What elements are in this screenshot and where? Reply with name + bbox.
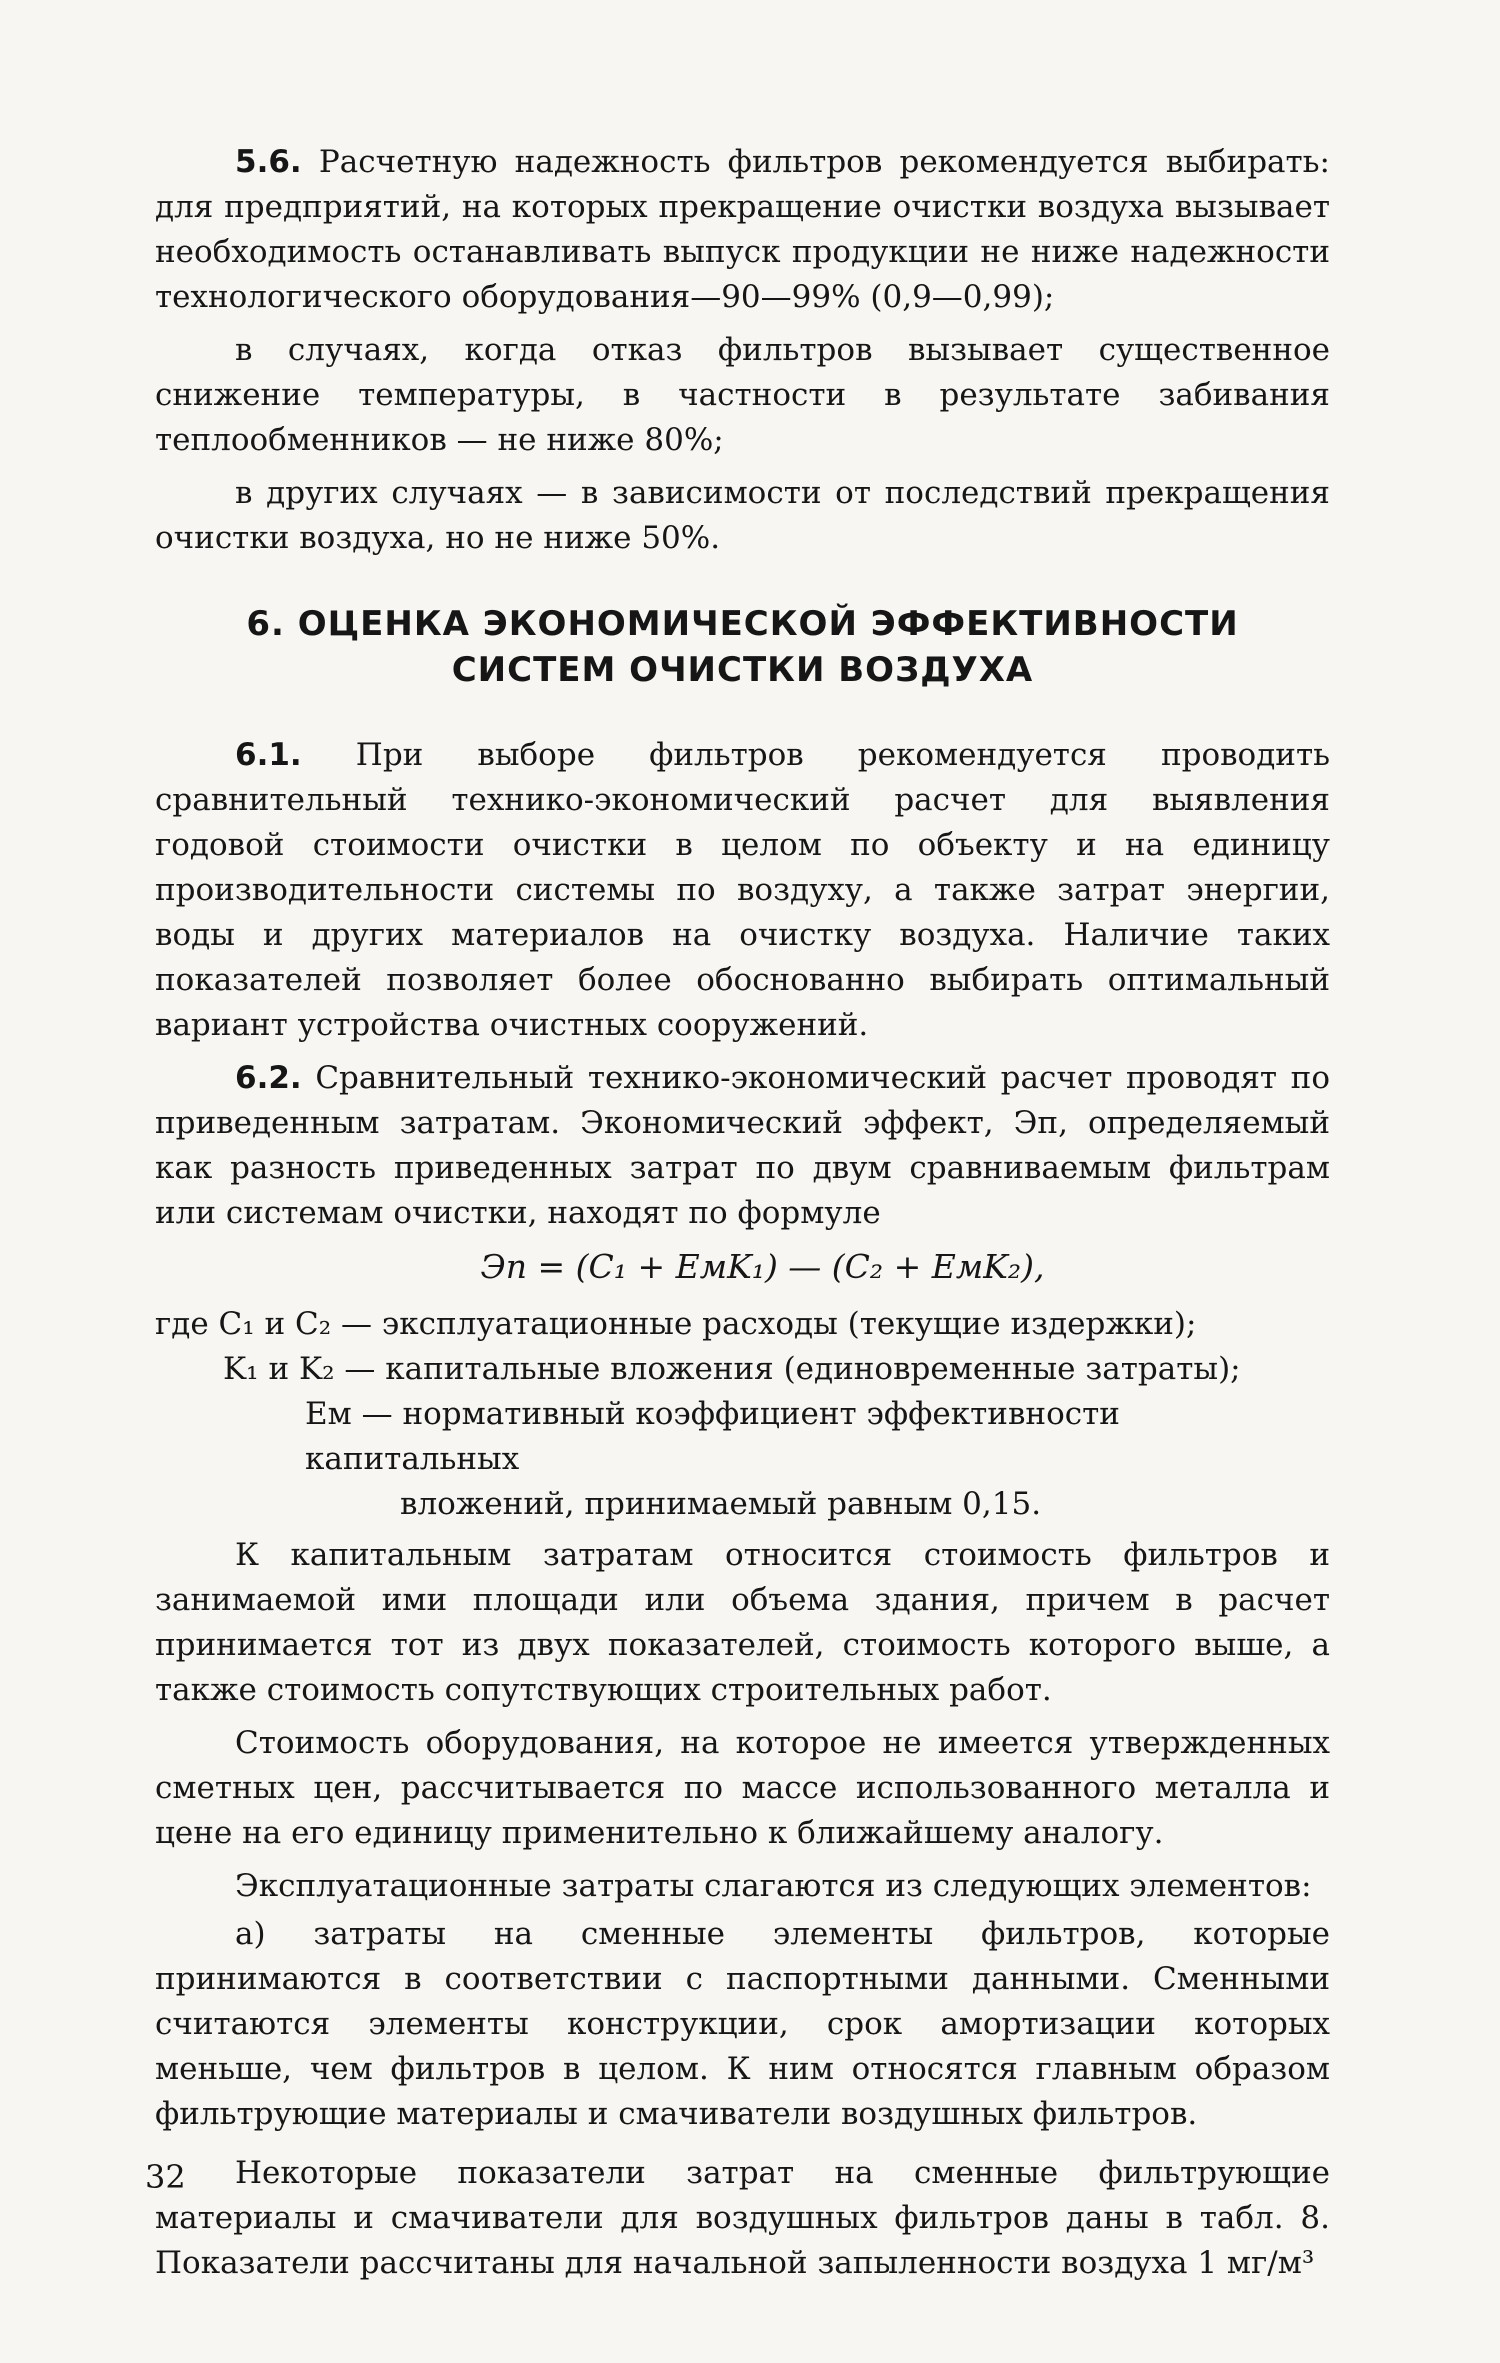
- section-6-1: [155, 733, 1330, 1048]
- definition-em: Eм — нормативный коэффициент эффективности капитальных: [305, 1396, 1120, 1477]
- definition-c: где C₁ и C₂ — эксплуатационные расходы (текущие издержки);: [155, 1306, 1197, 1342]
- economic-effect-formula: Эп = (C₁ + EмK₁) — (C₂ + EмK₂),: [480, 1247, 1045, 1286]
- section-6-2-text: Сравнительный технико-экономический расчет проводят по приведенным затратам. Экономический эффект, Эп, определяемый как разность приведенных затрат по двум сравниваемым фильтрам или системам очистки, находят по формуле: [155, 1060, 1330, 1231]
- section-5-6-intro: [155, 140, 1330, 320]
- page-number: 32: [145, 2158, 186, 2196]
- section-6-2: [155, 1056, 1330, 1236]
- section-6-1-text: При выборе фильтров рекомендуется проводить сравнительный технико-экономический расчет для выявления годовой стоимости очистки в целом по объекту и на единицу производительности системы по воздуху, а также затрат энергии, воды и других материалов на очистку воздуха. Наличие таких показателей позволяет более обоснованно выбирать оптимальный вариант устройства очистных сооружений.: [155, 737, 1331, 1043]
- formula-definitions: [155, 1302, 1330, 1527]
- section-5-6-number: 5.6.: [235, 144, 302, 180]
- paragraph-operational-costs: Эксплуатационные затраты слагаются из следующих элементов:: [235, 1868, 1312, 1904]
- section-5-6-case-3: в других случаях — в зависимости от последствий прекращения очистки воздуха, но не ниже 50%.: [155, 475, 1330, 556]
- paragraph-capital-costs: К капитальным затратам относится стоимость фильтров и занимаемой ими площади или объема здания, причем в расчет принимается тот из двух показателей, стоимость которого выше, а также стоимость сопутствующих строительных работ.: [155, 1537, 1330, 1708]
- section-6-1-number: 6.1.: [235, 737, 302, 773]
- paragraph-indicators: Некоторые показатели затрат на сменные фильтрующие материалы и смачиватели для воздушных фильтров даны в табл. 8. Показатели рассчитаны для начальной запыленности воздуха 1 мг/м³: [155, 2155, 1330, 2281]
- list-item-a: а) затраты на сменные элементы фильтров, которые принимаются в соответствии с паспортными данными. Сменными считаются элементы конструкции, срок амортизации которых меньше, чем фильтров в целом. К ним относятся главным образом фильтрующие материалы и смачиватели воздушных фильтров.: [155, 1916, 1330, 2132]
- heading-line-1: 6. ОЦЕНКА ЭКОНОМИЧЕСКОЙ ЭФФЕКТИВНОСТИ: [246, 604, 1239, 644]
- section-6-heading: [155, 601, 1330, 693]
- section-6-2-number: 6.2.: [235, 1060, 302, 1096]
- definition-k: K₁ и K₂ — капитальные вложения (единовременные затраты);: [223, 1351, 1241, 1387]
- paragraph-equipment-cost: Стоимость оборудования, на которое не имеется утвержденных сметных цен, рассчитывается по массе использованного металла и цене на его единицу применительно к ближайшему аналогу.: [155, 1725, 1330, 1851]
- heading-line-2: СИСТЕМ ОЧИСТКИ ВОЗДУХА: [451, 650, 1034, 690]
- definition-em-continued: вложений, принимаемый равным 0,15.: [400, 1486, 1042, 1522]
- section-5-6-case-2: в случаях, когда отказ фильтров вызывает существенное снижение температуры, в частности в результате забивания теплообменников — не ниже 80%;: [155, 332, 1330, 458]
- section-5-6-intro-text: Расчетную надежность фильтров рекомендуется выбирать: для предприятий, на которых прекращение очистки воздуха вызывает необходимость останавливать выпуск продукции не ниже надежности технологического оборудования—90—99% (0,9—0,99);: [155, 144, 1330, 315]
